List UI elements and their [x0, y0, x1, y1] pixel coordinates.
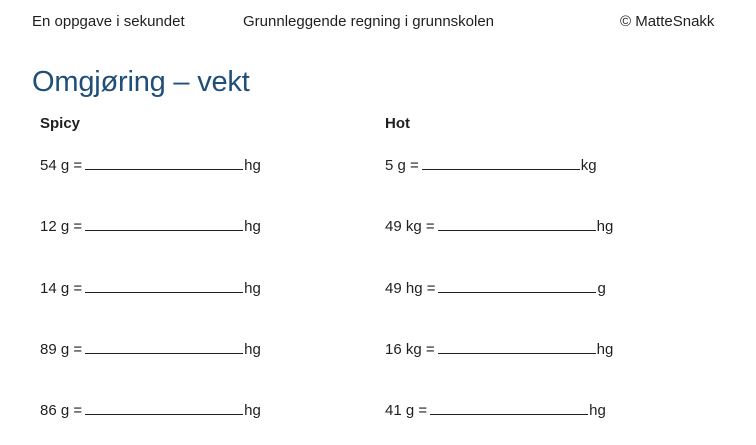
task-unit: hg	[244, 341, 261, 358]
task-prompt: 89 g =	[40, 341, 83, 358]
task-prompt: 54 g =	[40, 157, 83, 174]
header-copyright: © MatteSnakk	[620, 13, 715, 30]
header-center-text: Grunnleggende regning i grunnskolen	[243, 13, 495, 30]
task-item	[385, 400, 606, 419]
task-unit: hg	[596, 341, 614, 358]
task-item	[40, 216, 261, 235]
task-unit: g	[597, 280, 606, 297]
answer-blank[interactable]	[85, 339, 243, 354]
task-item	[40, 155, 261, 174]
task-prompt: 86 g =	[40, 402, 83, 419]
column-heading-hot: Hot	[385, 115, 410, 132]
task-item	[385, 216, 613, 235]
answer-blank[interactable]	[430, 400, 588, 415]
answer-blank[interactable]	[438, 339, 596, 354]
task-unit: hg	[596, 218, 614, 235]
answer-blank[interactable]	[438, 278, 596, 293]
answer-blank[interactable]	[438, 216, 596, 231]
task-unit: hg	[589, 402, 606, 419]
answer-blank[interactable]	[85, 155, 243, 170]
task-unit: hg	[244, 218, 261, 235]
task-unit: hg	[244, 157, 261, 174]
column-heading-spicy: Spicy	[40, 115, 81, 132]
task-item	[40, 400, 261, 419]
answer-blank[interactable]	[85, 216, 243, 231]
task-unit: kg	[580, 157, 597, 174]
task-prompt: 49 hg =	[385, 280, 436, 297]
task-item	[40, 339, 261, 358]
task-item	[40, 278, 261, 297]
task-prompt: 5 g =	[385, 157, 419, 174]
answer-blank[interactable]	[85, 278, 243, 293]
task-prompt: 41 g =	[385, 402, 428, 419]
page-header	[0, 13, 756, 35]
task-unit: hg	[244, 280, 261, 297]
header-left-text: En oppgave i sekundet	[32, 13, 185, 30]
task-unit: hg	[244, 402, 261, 419]
task-prompt: 12 g =	[40, 218, 83, 235]
task-prompt: 16 kg =	[385, 341, 435, 358]
task-prompt: 14 g =	[40, 280, 83, 297]
answer-blank[interactable]	[422, 155, 580, 170]
task-item	[385, 339, 613, 358]
answer-blank[interactable]	[85, 400, 243, 415]
task-item	[385, 155, 597, 174]
page-title: Omgjøring – vekt	[32, 66, 250, 98]
task-prompt: 49 kg =	[385, 218, 435, 235]
task-item	[385, 278, 606, 297]
